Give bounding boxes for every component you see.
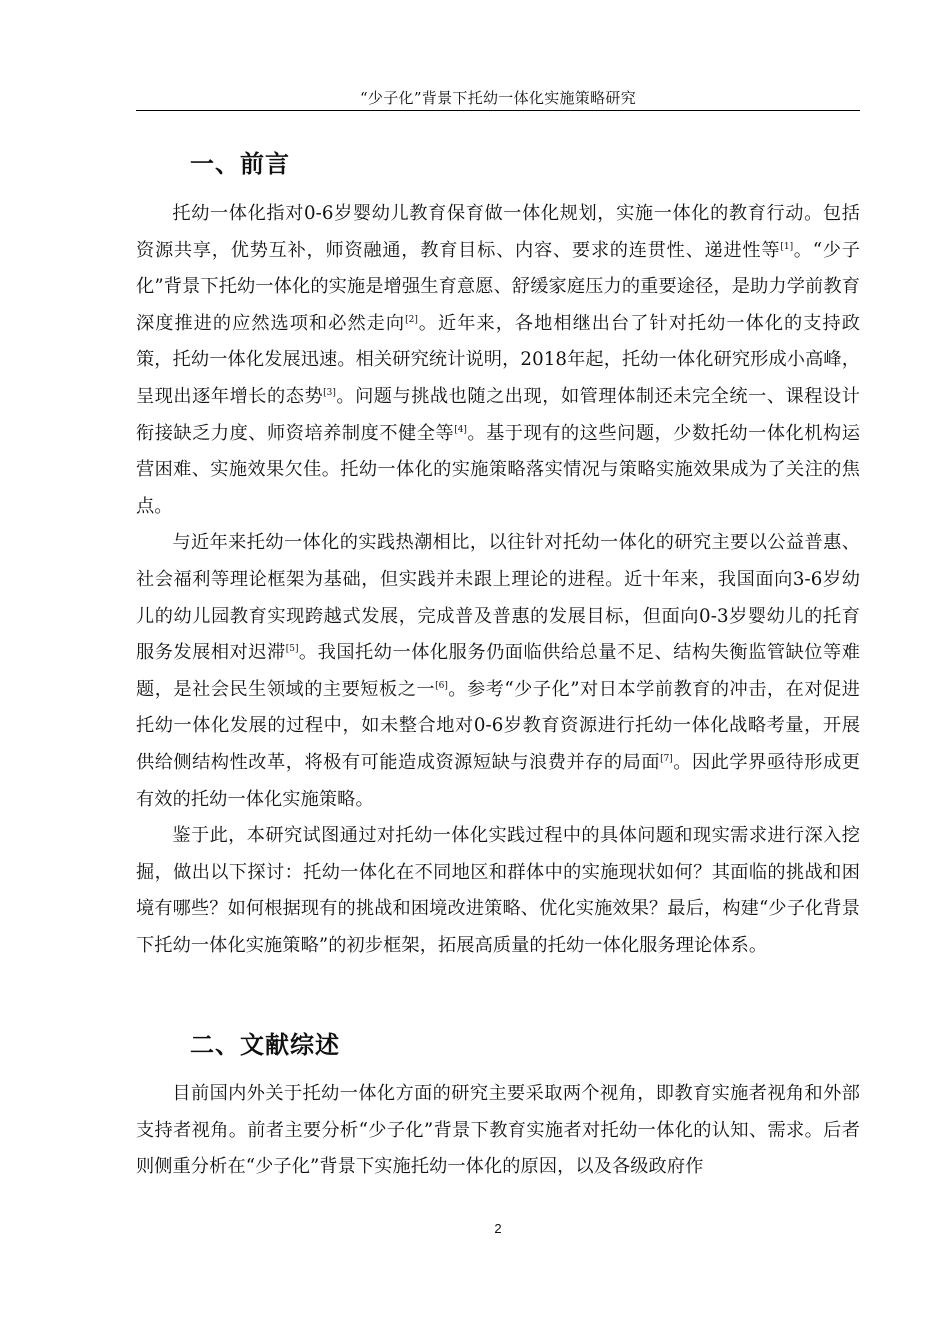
citation-marker: [6] [435, 680, 448, 691]
paragraph [136, 1076, 860, 1186]
page-number: 2 [494, 1221, 502, 1236]
citation-marker: [5] [285, 644, 299, 655]
paragraph-text: 。问题与挑战也随之出现，如管理体制还未完全统一、课程设计衔接缺乏力度、师资培养制度不健全等 [136, 385, 860, 444]
paragraph-text: 。近年来，各地相继出台了针对托幼一体化的支持政策，托幼一体化发展迅速。相关研究统计说明，2018年起，托幼一体化研究形成小高峰，呈现出逐年增长的态势 [136, 312, 860, 407]
citation-marker: [2] [405, 314, 418, 325]
paragraph-text: 。我国托幼一体化服务仍面临供给总量不足、结构失衡监管缺位等难题，是社会民生领域的主要短板之一 [136, 642, 860, 700]
section-heading-preface: 一、前言 [190, 150, 290, 178]
paragraph-text: 目前国内外关于托幼一体化方面的研究主要采取两个视角，即教育实施者视角和外部支持者视角。前者主要分析“少子化”背景下教育实施者对托幼一体化的认知、需求。后者则侧重分析在“少子化”背景下实施托幼一体化的原因，以及各级政府作 [136, 1083, 860, 1178]
citation-marker: [3] [323, 387, 336, 398]
paragraph-text: 托幼一体化指对0-6岁婴幼儿教育保育做一体化规划，实施一体化的教育行动。包括资源共享，优势互补，师资融通，教育目标、内容、要求的连贯性、递进性等 [136, 203, 860, 261]
preface-body [136, 196, 860, 964]
running-header: “少子化”背景下托幼一体化实施策略研究 [359, 89, 637, 107]
paragraph-text: 与近年来托幼一体化的实践热潮相比，以往针对托幼一体化的研究主要以公益普惠、社会福利等理论框架为基础，但实践并未跟上理论的进程。近十年来，我国面向3-6岁幼儿的幼儿园教育实现跨越式发展，完成普及普惠的发展目标，但面向0-3岁婴幼儿的托育服务发展相对迟滞 [136, 532, 860, 664]
paragraph [136, 525, 860, 818]
paragraph-text: 。“少子化”背景下托幼一体化的实施是增强生育意愿、舒缓家庭压力的重要途径，是助力学前教育深度推进的应然选项和必然走向 [136, 239, 860, 334]
citation-marker: [1] [780, 241, 794, 252]
paragraph [136, 818, 860, 964]
paragraph-text: 。基于现有的这些问题，少数托幼一体化机构运营困难、实施效果欠佳。托幼一体化的实施策略落实情况与策略实施效果成为了关注的焦点。 [136, 422, 860, 517]
paragraph-text: 鉴于此，本研究试图通过对托幼一体化实践过程中的具体问题和现实需求进行深入挖掘，做出以下探讨：托幼一体化在不同地区和群体中的实施现状如何？其面临的挑战和困境有哪些？如何根据现有的挑战和困境改进策略、优化实施效果？最后，构建“少子化背景下托幼一体化实施策略”的初步框架，拓展高质量的托幼一体化服务理论体系。 [136, 825, 860, 956]
paragraph [136, 196, 860, 525]
citation-marker: [4] [454, 424, 467, 435]
header-rule [136, 110, 860, 111]
literature-review-body [136, 1076, 860, 1186]
paragraph-text: 。因此学界亟待形成更有效的托幼一体化实施策略。 [136, 751, 860, 810]
section-heading-literature-review: 二、文献综述 [190, 1031, 340, 1059]
paragraph-text: 。参考“少子化”对日本学前教育的冲击，在对促进托幼一体化发展的过程中，如未整合地对0-6岁教育资源进行托幼一体化战略考量，开展供给侧结构性改革，将极有可能造成资源短缺与浪费并存的局面 [136, 678, 860, 773]
citation-marker: [7] [660, 753, 673, 764]
